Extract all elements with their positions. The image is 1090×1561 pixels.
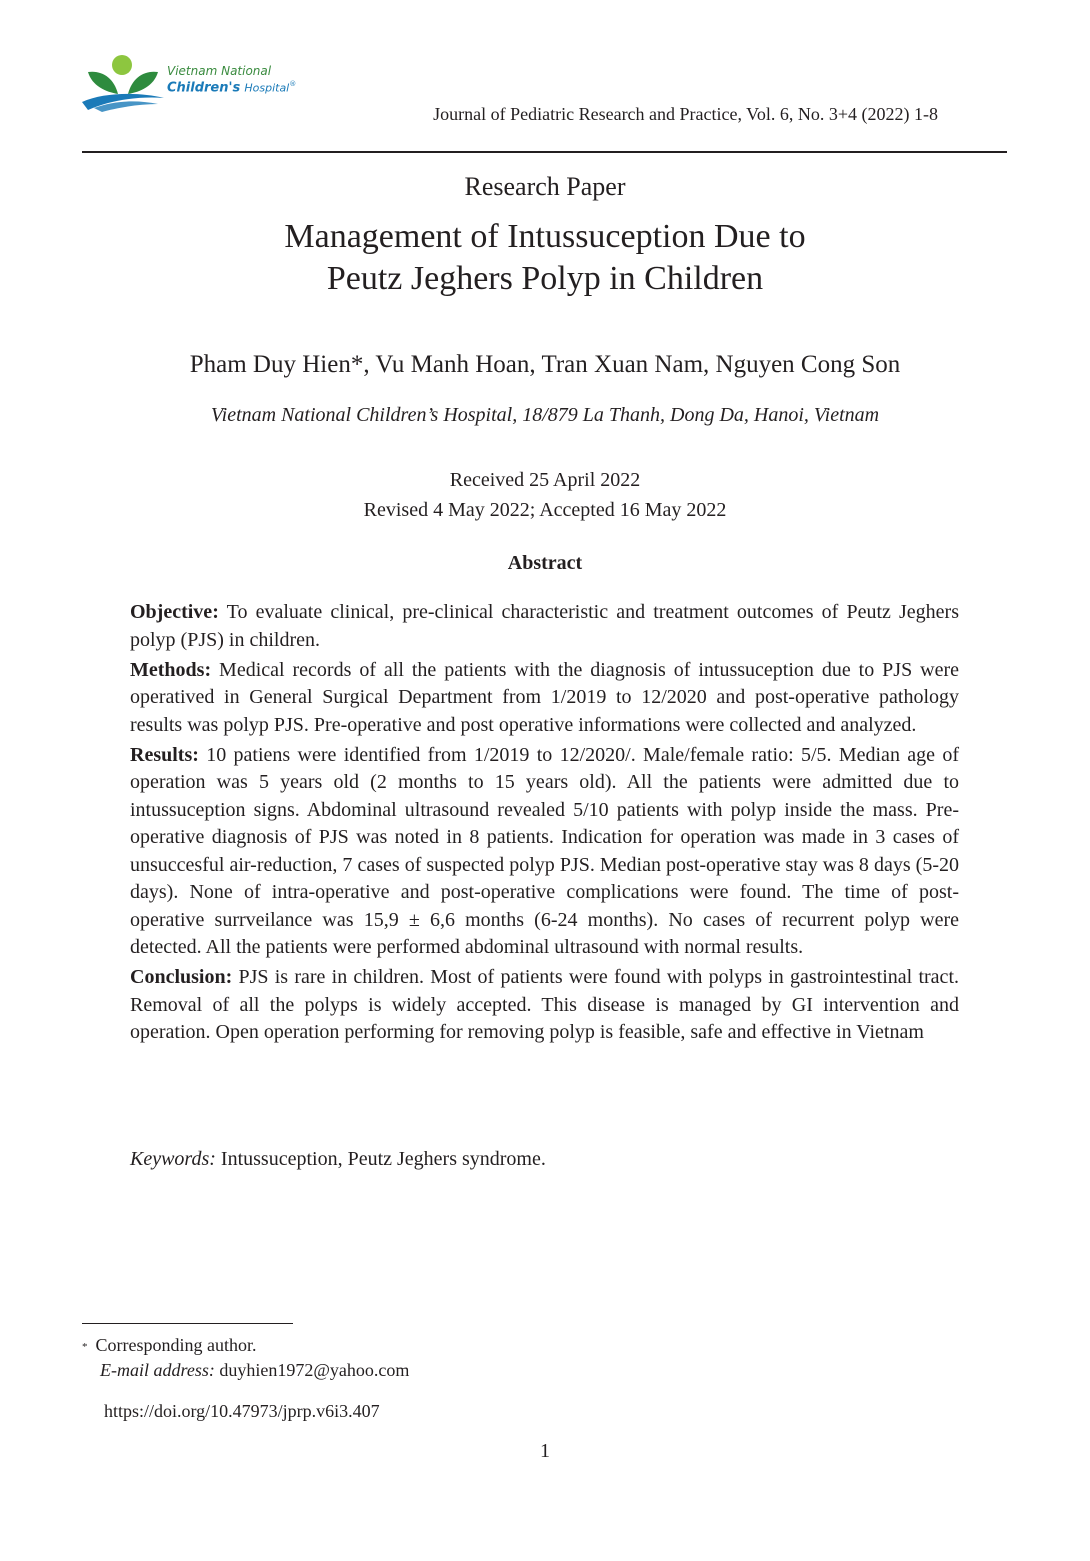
abstract-methods: Methods: Medical records of all the patients with the diagnosis of intussuception due to PJS were operatived in General Surgical Department from 1/2019 to 12/2020 and post-operative pathology results was polyp PJS. Pre-operative and post operative informations were collected and analyzed. bbox=[130, 658, 959, 736]
email-link[interactable]: duyhien1972@yahoo.com bbox=[214, 1360, 410, 1380]
revised-accepted-date: Revised 4 May 2022; Accepted 16 May 2022 bbox=[363, 499, 727, 521]
title-line-2: Peutz Jeghers Polyp in Children bbox=[326, 260, 764, 297]
corresponding-author: Corresponding author. bbox=[95, 1335, 257, 1355]
logo-text-line2: Children's Hospital® bbox=[167, 80, 297, 96]
article-type: Research Paper bbox=[464, 172, 626, 201]
abstract-results: Results: 10 patiens were identified from 1/2019 to 12/2020/. Male/female ratio: 5/5. Median age of operation was 5 years old (2 months to 15 years old). All the patients were admitted due to intussuception signs. Abdominal ultrasound revealed 5/10 patients with polyp inside the mass. Pre-operative diagnosis of PJS was noted in 8 patients. Indication for operation was made in 3 cases of unsuccesful air-reduction, 7 cases of suspected polyp PJS. Median post-operative stay was 8 days (5-20 days). None of intra-operative and post-operative complications were found. The time of post-operative surrveilance was 15,9 ± 6,6 months (6-24 months). No cases of recurrent polyp were detected. All the patients were performed abdominal ultrasound with normal results. bbox=[130, 743, 959, 958]
title-line-1: Management of Intussuception Due to bbox=[284, 218, 806, 255]
email-line: E-mail address: duyhien1972@yahoo.com bbox=[100, 1360, 410, 1380]
page-number: 1 bbox=[540, 1440, 550, 1462]
article-dates bbox=[0, 465, 1090, 525]
paper-title bbox=[0, 216, 1090, 300]
journal-citation: Journal of Pediatric Research and Practice, Vol. 6, No. 3+4 (2022) 1-8 bbox=[433, 104, 938, 124]
footnote-marker: * bbox=[82, 1341, 88, 1353]
abstract-heading: Abstract bbox=[507, 552, 583, 574]
footnote-rule bbox=[82, 1323, 293, 1324]
hospital-logo bbox=[80, 50, 320, 116]
received-date: Received 25 April 2022 bbox=[449, 469, 641, 491]
author-list: Pham Duy Hien*, Vu Manh Hoan, Tran Xuan Nam, Nguyen Cong Son bbox=[189, 351, 901, 378]
logo-text-line1: Vietnam National bbox=[167, 64, 272, 78]
abstract-conclusion: Conclusion: PJS is rare in children. Most of patients were found with polyps in gastrointestinal tract. Removal of all the polyps is widely accepted. This disease is managed by GI intervention and operation. Open operation performing for removing polyp is feasible, safe and effective in Vietnam bbox=[130, 966, 959, 1043]
doi-link[interactable]: https://doi.org/10.47973/jprp.v6i3.407 bbox=[104, 1401, 380, 1421]
keywords: Keywords: Intussuception, Peutz Jeghers syndrome. bbox=[130, 1148, 546, 1170]
logo-icon bbox=[80, 52, 166, 114]
affiliation: Vietnam National Children’s Hospital, 18/879 La Thanh, Dong Da, Hanoi, Vietnam bbox=[210, 404, 880, 426]
abstract-objective: Objective: To evaluate clinical, pre-clinical characteristic and treatment outcomes of Peutz Jeghers polyp (PJS) in children. bbox=[130, 601, 959, 651]
footnote bbox=[82, 1333, 409, 1383]
header-rule bbox=[82, 151, 1007, 153]
abstract-body bbox=[130, 599, 959, 1049]
